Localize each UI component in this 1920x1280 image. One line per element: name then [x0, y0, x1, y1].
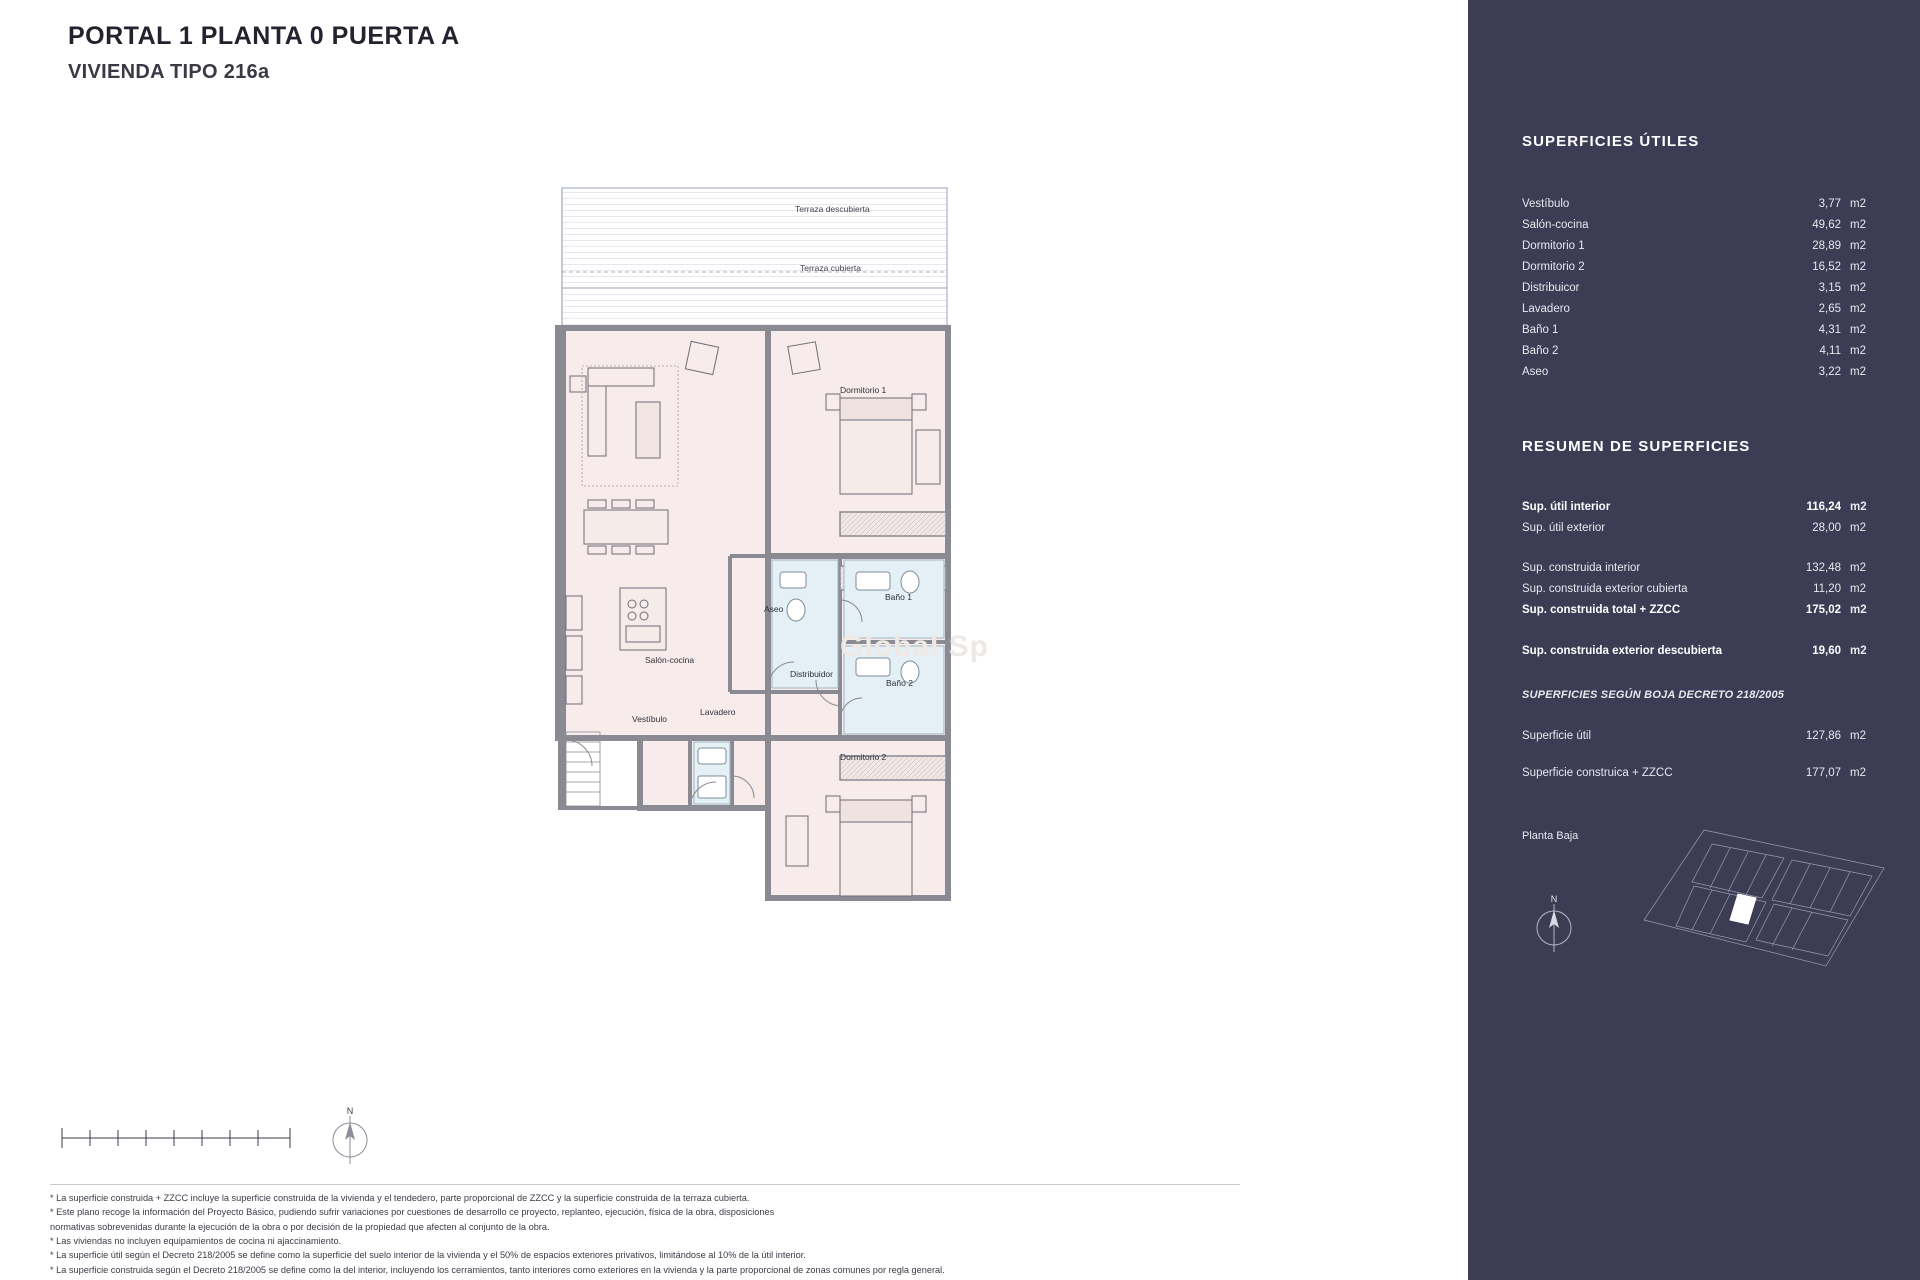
- unit-bano-1: m2: [1850, 324, 1866, 336]
- room-label-lavadero: Lavadero: [700, 707, 736, 717]
- room-label-aseo: Aseo: [764, 604, 784, 614]
- footnote-3: normativas sobrevenidas durante la ejecución de la obra o por decisión de la propiedad que afecten al conjunto de la obra.: [50, 1221, 550, 1232]
- value-lavadero: 2,65: [1818, 303, 1841, 315]
- row-sup-construida-exterior-descubierta: [1522, 645, 1872, 657]
- row-dormitorio-2: [1522, 261, 1872, 273]
- watermark: Global Sp: [840, 630, 990, 663]
- value-dormitorio-2: 16,52: [1812, 261, 1841, 273]
- unit-dormitorio-2: m2: [1850, 261, 1866, 273]
- compass-icon-keyplan: [1526, 890, 1582, 954]
- footnote-1: * La superficie construida + ZZCC incluye la superficie construida de la vivienda y el tendedero, parte proporcional de ZZCC y la superficie construida de la terraza cubierta.: [50, 1193, 750, 1203]
- label-salon-cocina: Salón-cocina: [1522, 219, 1589, 231]
- info-panel: [1468, 0, 1920, 1280]
- label-sup-construida-total-zzcc: Sup. construida total + ZZCC: [1522, 604, 1681, 616]
- terrace-area: [562, 188, 947, 328]
- label-sup-util-exterior: Sup. útil exterior: [1522, 522, 1606, 534]
- row-aseo: [1522, 366, 1872, 378]
- unit-sup-util-exterior: m2: [1850, 522, 1866, 534]
- value-superficie-construida-zzcc: 177,07: [1805, 767, 1841, 779]
- value-sup-construida-total-zzcc: 175,02: [1805, 604, 1841, 616]
- row-vestibulo: [1522, 198, 1872, 210]
- row-sup-util-interior: [1522, 501, 1872, 513]
- row-bano-2: [1522, 345, 1872, 357]
- unit-lavadero: m2: [1850, 303, 1866, 315]
- room-label-dormitorio-2: Dormitorio 2: [840, 752, 887, 762]
- footnote-2: * Este plano recoge la información del Proyecto Básico, pudiendo sufrir variaciones por cuestiones de desarrollo ce proyecto, replanteo, ejecución, física de la obra, disposiciones: [50, 1207, 775, 1218]
- page-title: PORTAL 1 PLANTA 0 PUERTA A: [68, 22, 460, 50]
- room-label-distribuidor: Distribuidor: [790, 669, 833, 679]
- unit-sup-util-interior: m2: [1850, 501, 1867, 513]
- value-dormitorio-1: 28,89: [1812, 240, 1841, 252]
- unit-sup-construida-exterior-descubierta: m2: [1850, 645, 1867, 657]
- unit-aseo: m2: [1850, 366, 1866, 378]
- planta-baja-label: Planta Baja: [1522, 830, 1579, 842]
- value-salon-cocina: 49,62: [1812, 219, 1841, 231]
- unit-salon-cocina: m2: [1850, 219, 1866, 231]
- compass-icon: [322, 1102, 378, 1166]
- row-superficie-construida-zzcc: [1522, 767, 1872, 779]
- section-heading-resumen: RESUMEN DE SUPERFICIES: [1522, 438, 1751, 455]
- footnote-divider: [50, 1184, 1240, 1185]
- unit-sup-construida-total-zzcc: m2: [1850, 604, 1867, 616]
- value-bano-2: 4,11: [1819, 345, 1841, 357]
- label-lavadero: Lavadero: [1522, 303, 1570, 315]
- label-boja-heading: SUPERFICIES SEGÚN BOJA DECRETO 218/2005: [1522, 689, 1785, 701]
- label-sup-construida-exterior-cubierta: Sup. construida exterior cubierta: [1522, 583, 1688, 595]
- value-bano-1: 4,31: [1818, 324, 1841, 336]
- stairs: [566, 732, 600, 806]
- footnote-5: * La superficie útil según el Decreto 218/2005 se define como la superficie del suelo interior de la vivienda y el 50% de espacios exteriores privativos, limitándose al 10% de la útil interior.: [50, 1250, 806, 1261]
- floorplan-drawing: [540, 180, 1010, 1080]
- label-distribuidor: Distribuicor: [1522, 282, 1580, 294]
- label-sup-construida-interior: Sup. construida interior: [1522, 562, 1641, 574]
- unit-dormitorio-1: m2: [1850, 240, 1866, 252]
- unit-superficie-construida-zzcc: m2: [1850, 767, 1866, 779]
- label-dormitorio-1: Dormitorio 1: [1522, 240, 1585, 252]
- label-sup-construida-exterior-descubierta: Sup. construida exterior descubierta: [1522, 645, 1723, 657]
- footnote-4: * Las viviendas no incluyen equipamientos de cocina ni ajaccinamiento.: [50, 1236, 342, 1247]
- row-sup-construida-exterior-cubierta: [1522, 583, 1872, 595]
- room-label-bano-2: Baño 2: [886, 678, 913, 688]
- room-label-salon-cocina: Salón-cocina: [645, 655, 695, 665]
- unit-bano-2: m2: [1850, 345, 1866, 357]
- value-superficie-util: 127,86: [1805, 730, 1841, 742]
- label-bano-1: Baño 1: [1522, 324, 1559, 336]
- value-sup-util-interior: 116,24: [1806, 501, 1841, 513]
- page-subtitle: VIVIENDA TIPO 216a: [68, 61, 270, 83]
- label-dormitorio-2: Dormitorio 2: [1522, 261, 1585, 273]
- svg-text:N: N: [1550, 894, 1558, 904]
- row-bano-1: [1522, 324, 1872, 336]
- value-vestibulo: 3,77: [1818, 198, 1841, 210]
- label-superficie-construida-zzcc: Superficie construica + ZZCC: [1522, 767, 1673, 779]
- room-label-dormitorio-1: Dormitorio 1: [840, 385, 887, 395]
- room-label-vestibulo: Vestíbulo: [632, 714, 667, 724]
- room-label-terraza-cubierta: Terraza cubierta: [800, 263, 861, 273]
- key-plan-isometric: [1634, 824, 1894, 972]
- row-sup-util-exterior: [1522, 522, 1872, 534]
- row-sup-construida-total-zzcc: [1522, 604, 1872, 616]
- row-distribuidor: [1522, 282, 1872, 294]
- label-aseo: Aseo: [1522, 366, 1549, 378]
- value-sup-construida-exterior-descubierta: 19,60: [1812, 645, 1841, 657]
- unit-sup-construida-interior: m2: [1850, 562, 1866, 574]
- scale-bar: [58, 1120, 298, 1156]
- value-distribuidor: 3,15: [1818, 282, 1841, 294]
- unit-superficie-util: m2: [1850, 730, 1866, 742]
- room-label-terraza-descubierta: Terraza descubierta: [795, 204, 870, 214]
- section-heading-superficies-utiles: SUPERFICIES ÚTILES: [1522, 133, 1700, 150]
- unit-distribuidor: m2: [1850, 282, 1866, 294]
- label-vestibulo: Vestíbulo: [1522, 198, 1570, 210]
- boja-heading: [1522, 689, 1872, 701]
- svg-text:N: N: [346, 1106, 354, 1116]
- label-bano-2: Baño 2: [1522, 345, 1559, 357]
- value-sup-util-exterior: 28,00: [1812, 522, 1841, 534]
- unit-sup-construida-exterior-cubierta: m2: [1850, 583, 1866, 595]
- value-aseo: 3,22: [1818, 366, 1841, 378]
- row-sup-construida-interior: [1522, 562, 1872, 574]
- row-dormitorio-1: [1522, 240, 1872, 252]
- unit-vestibulo: m2: [1850, 198, 1866, 210]
- room-label-bano-1: Baño 1: [885, 592, 912, 602]
- row-superficie-util: [1522, 730, 1872, 742]
- title-block: [68, 22, 460, 84]
- label-sup-util-interior: Sup. útil interior: [1522, 501, 1611, 513]
- footnotes: [50, 1192, 1380, 1278]
- footnote-6: * La superficie construida según el Decreto 218/2005 se define como la del interior, incluyendo los cerramientos, tanto interiores como exteriores en la vivienda y la parte proporcional de zonas comunes por regla general.: [50, 1264, 945, 1275]
- row-salon-cocina: [1522, 219, 1872, 231]
- value-sup-construida-interior: 132,48: [1805, 562, 1841, 574]
- label-superficie-util: Superficie útil: [1522, 730, 1592, 742]
- row-lavadero: [1522, 303, 1872, 315]
- value-sup-construida-exterior-cubierta: 11,20: [1813, 583, 1841, 595]
